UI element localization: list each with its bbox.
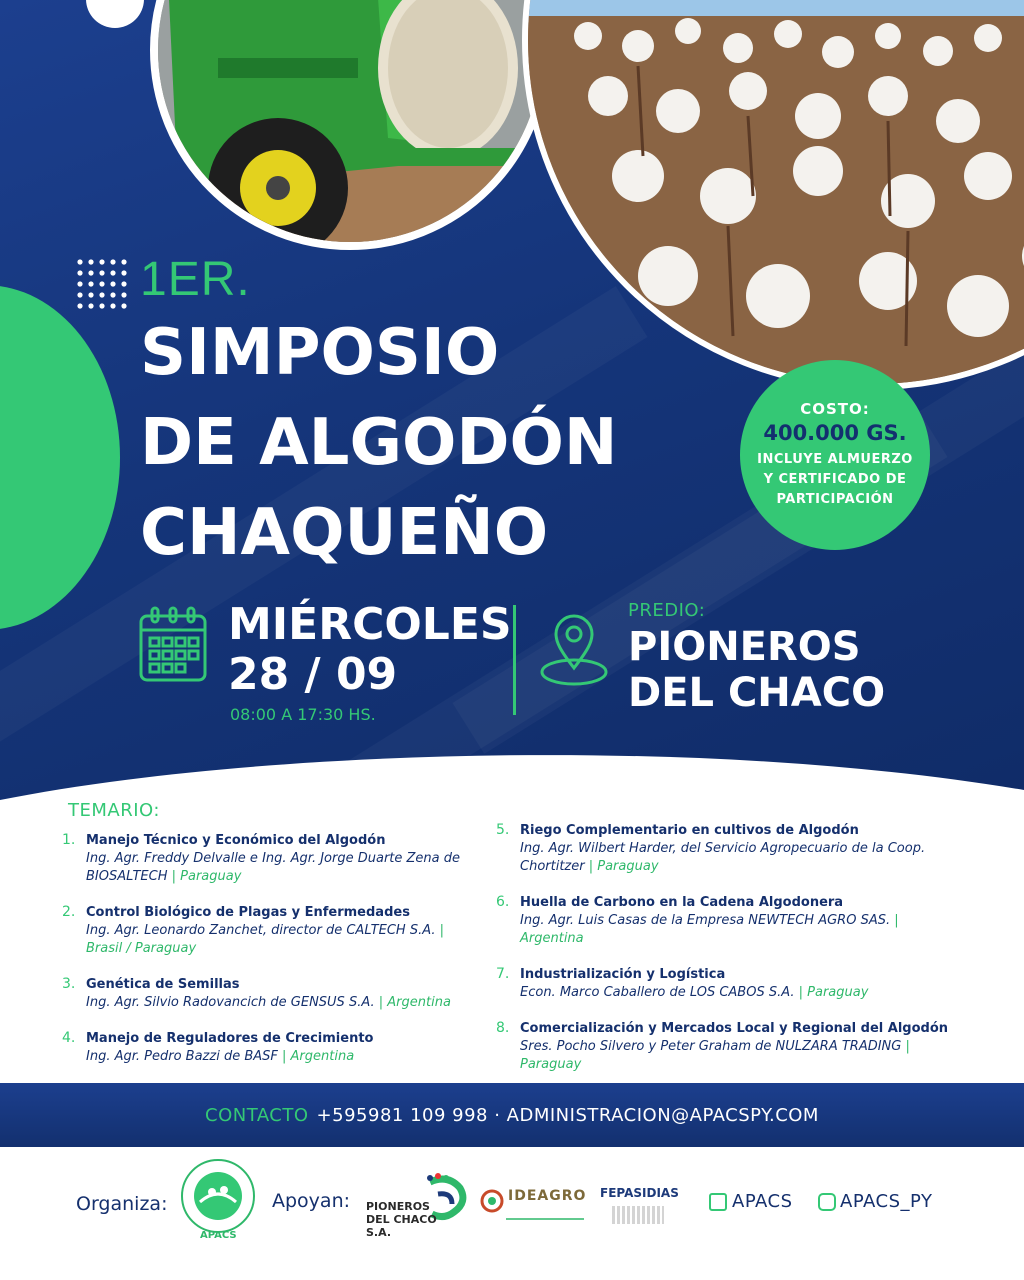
cost-price: 400.000 GS. [763, 421, 907, 445]
agenda-item-topic: Control Biológico de Plagas y Enfermedades [86, 905, 410, 920]
agenda-item-speaker: Sres. Pocho Silvero y Peter Graham de NULZARA TRADING [520, 1039, 902, 1054]
agenda-item [496, 894, 956, 948]
agenda-item-number: 5. [496, 822, 510, 838]
venue-name [628, 624, 885, 716]
event-title-line: DE ALGODÓN [140, 406, 618, 480]
divider [513, 605, 516, 715]
venue-label: PREDIO: [628, 600, 706, 621]
contact-label: CONTACTO [205, 1104, 309, 1126]
agenda-item-speaker: Ing. Agr. Wilbert Harder, del Servicio Agropecuario de la Coop. Chortitzer [520, 841, 926, 874]
instagram-icon[interactable] [818, 1193, 836, 1211]
agenda-item-number: 3. [62, 976, 76, 992]
agenda-item-topic: Manejo Técnico y Económico del Algodón [86, 833, 386, 848]
agenda-item-number: 6. [496, 894, 510, 910]
agenda-item-speaker: Ing. Agr. Freddy Delvalle e Ing. Agr. Jorge Duarte Zena de BIOSALTECH [86, 851, 461, 884]
agenda-item-speaker: Ing. Agr. Leonardo Zanchet, director de CALTECH S.A. [86, 923, 436, 938]
agenda-item-country: | Argentina [378, 995, 451, 1010]
agenda-item-number: 4. [62, 1030, 76, 1046]
agenda-item-country: | Argentina [520, 913, 899, 946]
event-title-line: CHAQUEÑO [140, 496, 549, 570]
agenda-title: TEMARIO: [68, 800, 160, 821]
venue-name-line: PIONEROS [628, 624, 861, 670]
cost-label: COSTO: [800, 400, 870, 418]
sponsors-label: Apoyan: [272, 1190, 351, 1212]
dots-grid-icon [76, 258, 128, 310]
sponsor-pioneros: PIONEROS DEL CHACO S.A. [366, 1200, 437, 1239]
event-title [140, 308, 617, 578]
agenda-item-topic: Riego Complementario en cultivos de Algodón [520, 823, 859, 838]
agenda-item-speaker: Ing. Agr. Pedro Bazzi de BASF [86, 1049, 278, 1064]
agenda-item-topic: Comercialización y Mercados Local y Regional del Algodón [520, 1021, 949, 1036]
location-pin-icon [538, 610, 610, 688]
footer [0, 1148, 1024, 1280]
agenda-item [496, 822, 956, 876]
instagram-handle[interactable]: APACS_PY [840, 1191, 933, 1212]
decor-green-circle [0, 285, 120, 630]
venue-name-line: DEL CHACO [628, 670, 886, 716]
agenda-item-speaker: Ing. Agr. Silvio Radovancich de GENSUS S.A. [86, 995, 375, 1010]
agenda-column-right [496, 822, 956, 1092]
agenda-item [496, 966, 956, 1002]
agenda-item-topic: Manejo de Reguladores de Crecimiento [86, 1031, 374, 1046]
event-time: 08:00 A 17:30 HS. [230, 705, 376, 724]
event-title-line: SIMPOSIO [140, 316, 500, 390]
cost-includes-line: Y CERTIFICADO DE [763, 472, 907, 487]
agenda-item-topic: Industrialización y Logística [520, 967, 726, 982]
agenda-item-topic: Huella de Carbono en la Cadena Algodonera [520, 895, 844, 910]
facebook-handle[interactable]: APACS [732, 1191, 793, 1212]
agenda-item [62, 904, 482, 958]
agenda-item-country: | Paraguay [588, 859, 659, 874]
sponsor-ideagro: IDEAGRO [508, 1188, 587, 1204]
agenda-item [62, 976, 482, 1012]
harvester-photo [150, 0, 550, 250]
agenda-item-speaker: Econ. Marco Caballero de LOS CABOS S.A. [520, 985, 795, 1000]
agenda-item-number: 7. [496, 966, 510, 982]
agenda-item-country: | Paraguay [171, 869, 242, 884]
contact-bar [0, 1083, 1024, 1147]
agenda-item-country: | Paraguay [798, 985, 869, 1000]
organizer-name: APACS [200, 1230, 237, 1241]
agenda-item-topic: Genética de Semillas [86, 977, 240, 992]
agenda-item-speaker: Ing. Agr. Luis Casas de la Empresa NEWTECH AGRO SAS. [520, 913, 891, 928]
agenda-item-number: 2. [62, 904, 76, 920]
organizer-label: Organiza: [76, 1193, 168, 1215]
contact-info[interactable]: +595981 109 998 · ADMINISTRACION@APACSPY.COM [316, 1104, 819, 1126]
decor-white-dot [86, 0, 144, 28]
agenda-item-country: | Brasil / Paraguay [86, 923, 445, 956]
edition-label: 1ER. [140, 253, 251, 306]
agenda-item-country: | Argentina [282, 1049, 355, 1064]
cost-includes-line: PARTICIPACIÓN [776, 492, 894, 507]
apacs-logo [178, 1156, 258, 1236]
agenda-column-left [62, 832, 482, 1084]
agenda-item [62, 832, 482, 886]
agenda-item-number: 1. [62, 832, 76, 848]
facebook-icon[interactable] [709, 1193, 727, 1211]
cost-badge [740, 360, 930, 550]
calendar-icon [138, 606, 208, 684]
agenda-item-number: 8. [496, 1020, 510, 1036]
agenda-item-country: | Paraguay [520, 1039, 910, 1072]
agenda-item [496, 1020, 956, 1074]
event-day: MIÉRCOLES [228, 599, 512, 650]
cost-includes-line: INCLUYE ALMUERZO [757, 452, 913, 467]
sponsor-fepasidias: FEPASIDIAS [600, 1186, 679, 1200]
agenda-item [62, 1030, 482, 1066]
fepasidias-small-print [612, 1206, 664, 1224]
event-date: 28 / 09 [228, 649, 398, 700]
